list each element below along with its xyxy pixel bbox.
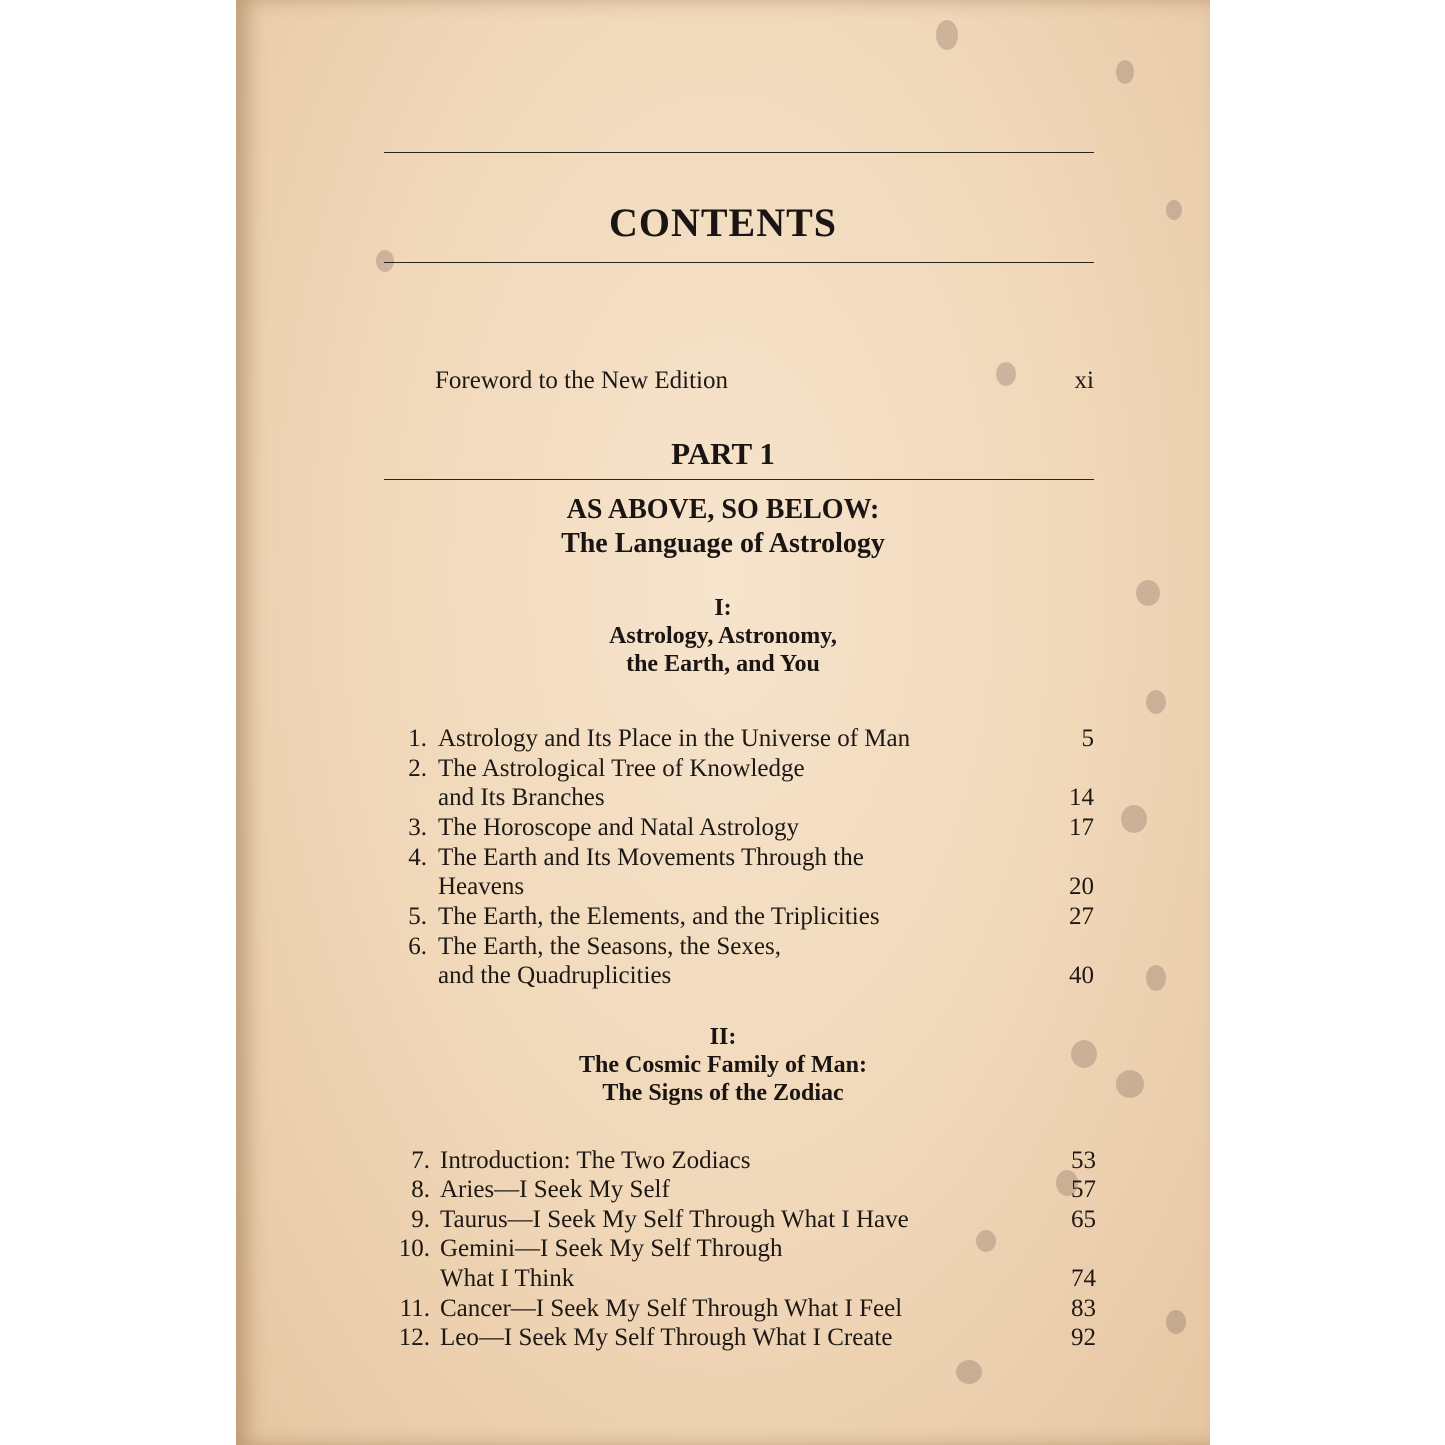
section-heading-1 [236, 594, 1210, 678]
chapter-number: 10. [398, 1235, 430, 1262]
chapter-number: 9. [411, 1206, 430, 1233]
section-title-line-1: Astrology, Astronomy, [609, 623, 837, 649]
chapter-title: The Earth and Its Movements Through the [438, 844, 864, 871]
chapter-number: 1. [408, 725, 427, 752]
section-title-line-1: The Cosmic Family of Man: [579, 1052, 867, 1078]
chapter-page: 57 [1071, 1176, 1096, 1203]
part-subtitle-line-1: AS ABOVE, SO BELOW: [566, 494, 880, 525]
chapter-page: 65 [1071, 1206, 1096, 1233]
chapter-title: The Earth, the Seasons, the Sexes, [438, 933, 781, 960]
chapter-number: 4. [408, 844, 427, 871]
section-title-line-2: the Earth, and You [626, 651, 820, 677]
section-heading-2 [236, 1023, 1210, 1107]
chapter-number: 5. [408, 903, 427, 930]
chapter-number: 8. [411, 1176, 430, 1203]
section-numeral: I: [714, 595, 732, 621]
foreword-entry: Foreword to the New Edition [435, 367, 729, 394]
stain [996, 362, 1016, 386]
chapter-number: 7. [411, 1147, 430, 1174]
chapter-title-continued: and Its Branches [438, 784, 605, 811]
chapter-page: 20 [1069, 873, 1094, 900]
chapter-number: 3. [408, 814, 427, 841]
chapter-title: The Horoscope and Natal Astrology [438, 814, 800, 841]
book-page [236, 0, 1210, 1445]
chapter-page: 83 [1071, 1295, 1096, 1322]
chapter-title: Introduction: The Two Zodiacs [440, 1147, 751, 1174]
part-subtitle-line-2: The Language of Astrology [561, 528, 885, 559]
chapter-number: 12. [398, 1324, 430, 1351]
stain [936, 20, 958, 50]
stain [1146, 965, 1166, 991]
stain [1146, 690, 1166, 714]
stain [1166, 1310, 1186, 1334]
chapter-page: 27 [1069, 903, 1094, 930]
chapter-number: 11. [399, 1295, 430, 1322]
stain [956, 1360, 982, 1384]
stain [1116, 60, 1134, 84]
part-title: PART 1 [671, 436, 775, 471]
chapter-title: Taurus—I Seek My Self Through What I Have [440, 1206, 909, 1233]
chapter-title-continued: What I Think [440, 1265, 575, 1292]
stain [376, 250, 394, 272]
chapter-title-continued: Heavens [438, 873, 525, 900]
chapter-title: The Astrological Tree of Knowledge [438, 755, 805, 782]
top-rule [384, 152, 1094, 153]
chapter-number: 2. [408, 755, 427, 782]
chapter-title: Cancer—I Seek My Self Through What I Feel [440, 1295, 903, 1322]
title-rule [384, 262, 1094, 263]
section-title-line-2: The Signs of the Zodiac [602, 1080, 844, 1106]
chapter-title: Astrology and Its Place in the Universe of Man [438, 725, 911, 752]
chapter-page: 53 [1071, 1147, 1096, 1174]
chapter-page: 92 [1071, 1324, 1096, 1351]
chapter-page: 17 [1069, 814, 1094, 841]
stain [976, 1230, 996, 1252]
chapter-title: Gemini—I Seek My Self Through [440, 1235, 783, 1262]
chapter-title-continued: and the Quadruplicities [438, 962, 672, 989]
section-numeral: II: [709, 1024, 737, 1050]
chapter-title: Aries—I Seek My Self [440, 1176, 670, 1203]
chapter-number: 6. [408, 933, 427, 960]
contents-title: CONTENTS [608, 200, 838, 245]
foreword-page-number: xi [1074, 367, 1094, 394]
part-rule [384, 479, 1094, 480]
chapter-title: The Earth, the Elements, and the Triplicities [438, 903, 880, 930]
chapter-title: Leo—I Seek My Self Through What I Create [440, 1324, 893, 1351]
chapter-page: 74 [1071, 1265, 1096, 1292]
chapter-page: 40 [1069, 962, 1094, 989]
part-subtitle [236, 493, 1210, 561]
chapter-page: 5 [1081, 725, 1094, 752]
stain [1121, 805, 1147, 833]
chapter-page: 14 [1069, 784, 1094, 811]
